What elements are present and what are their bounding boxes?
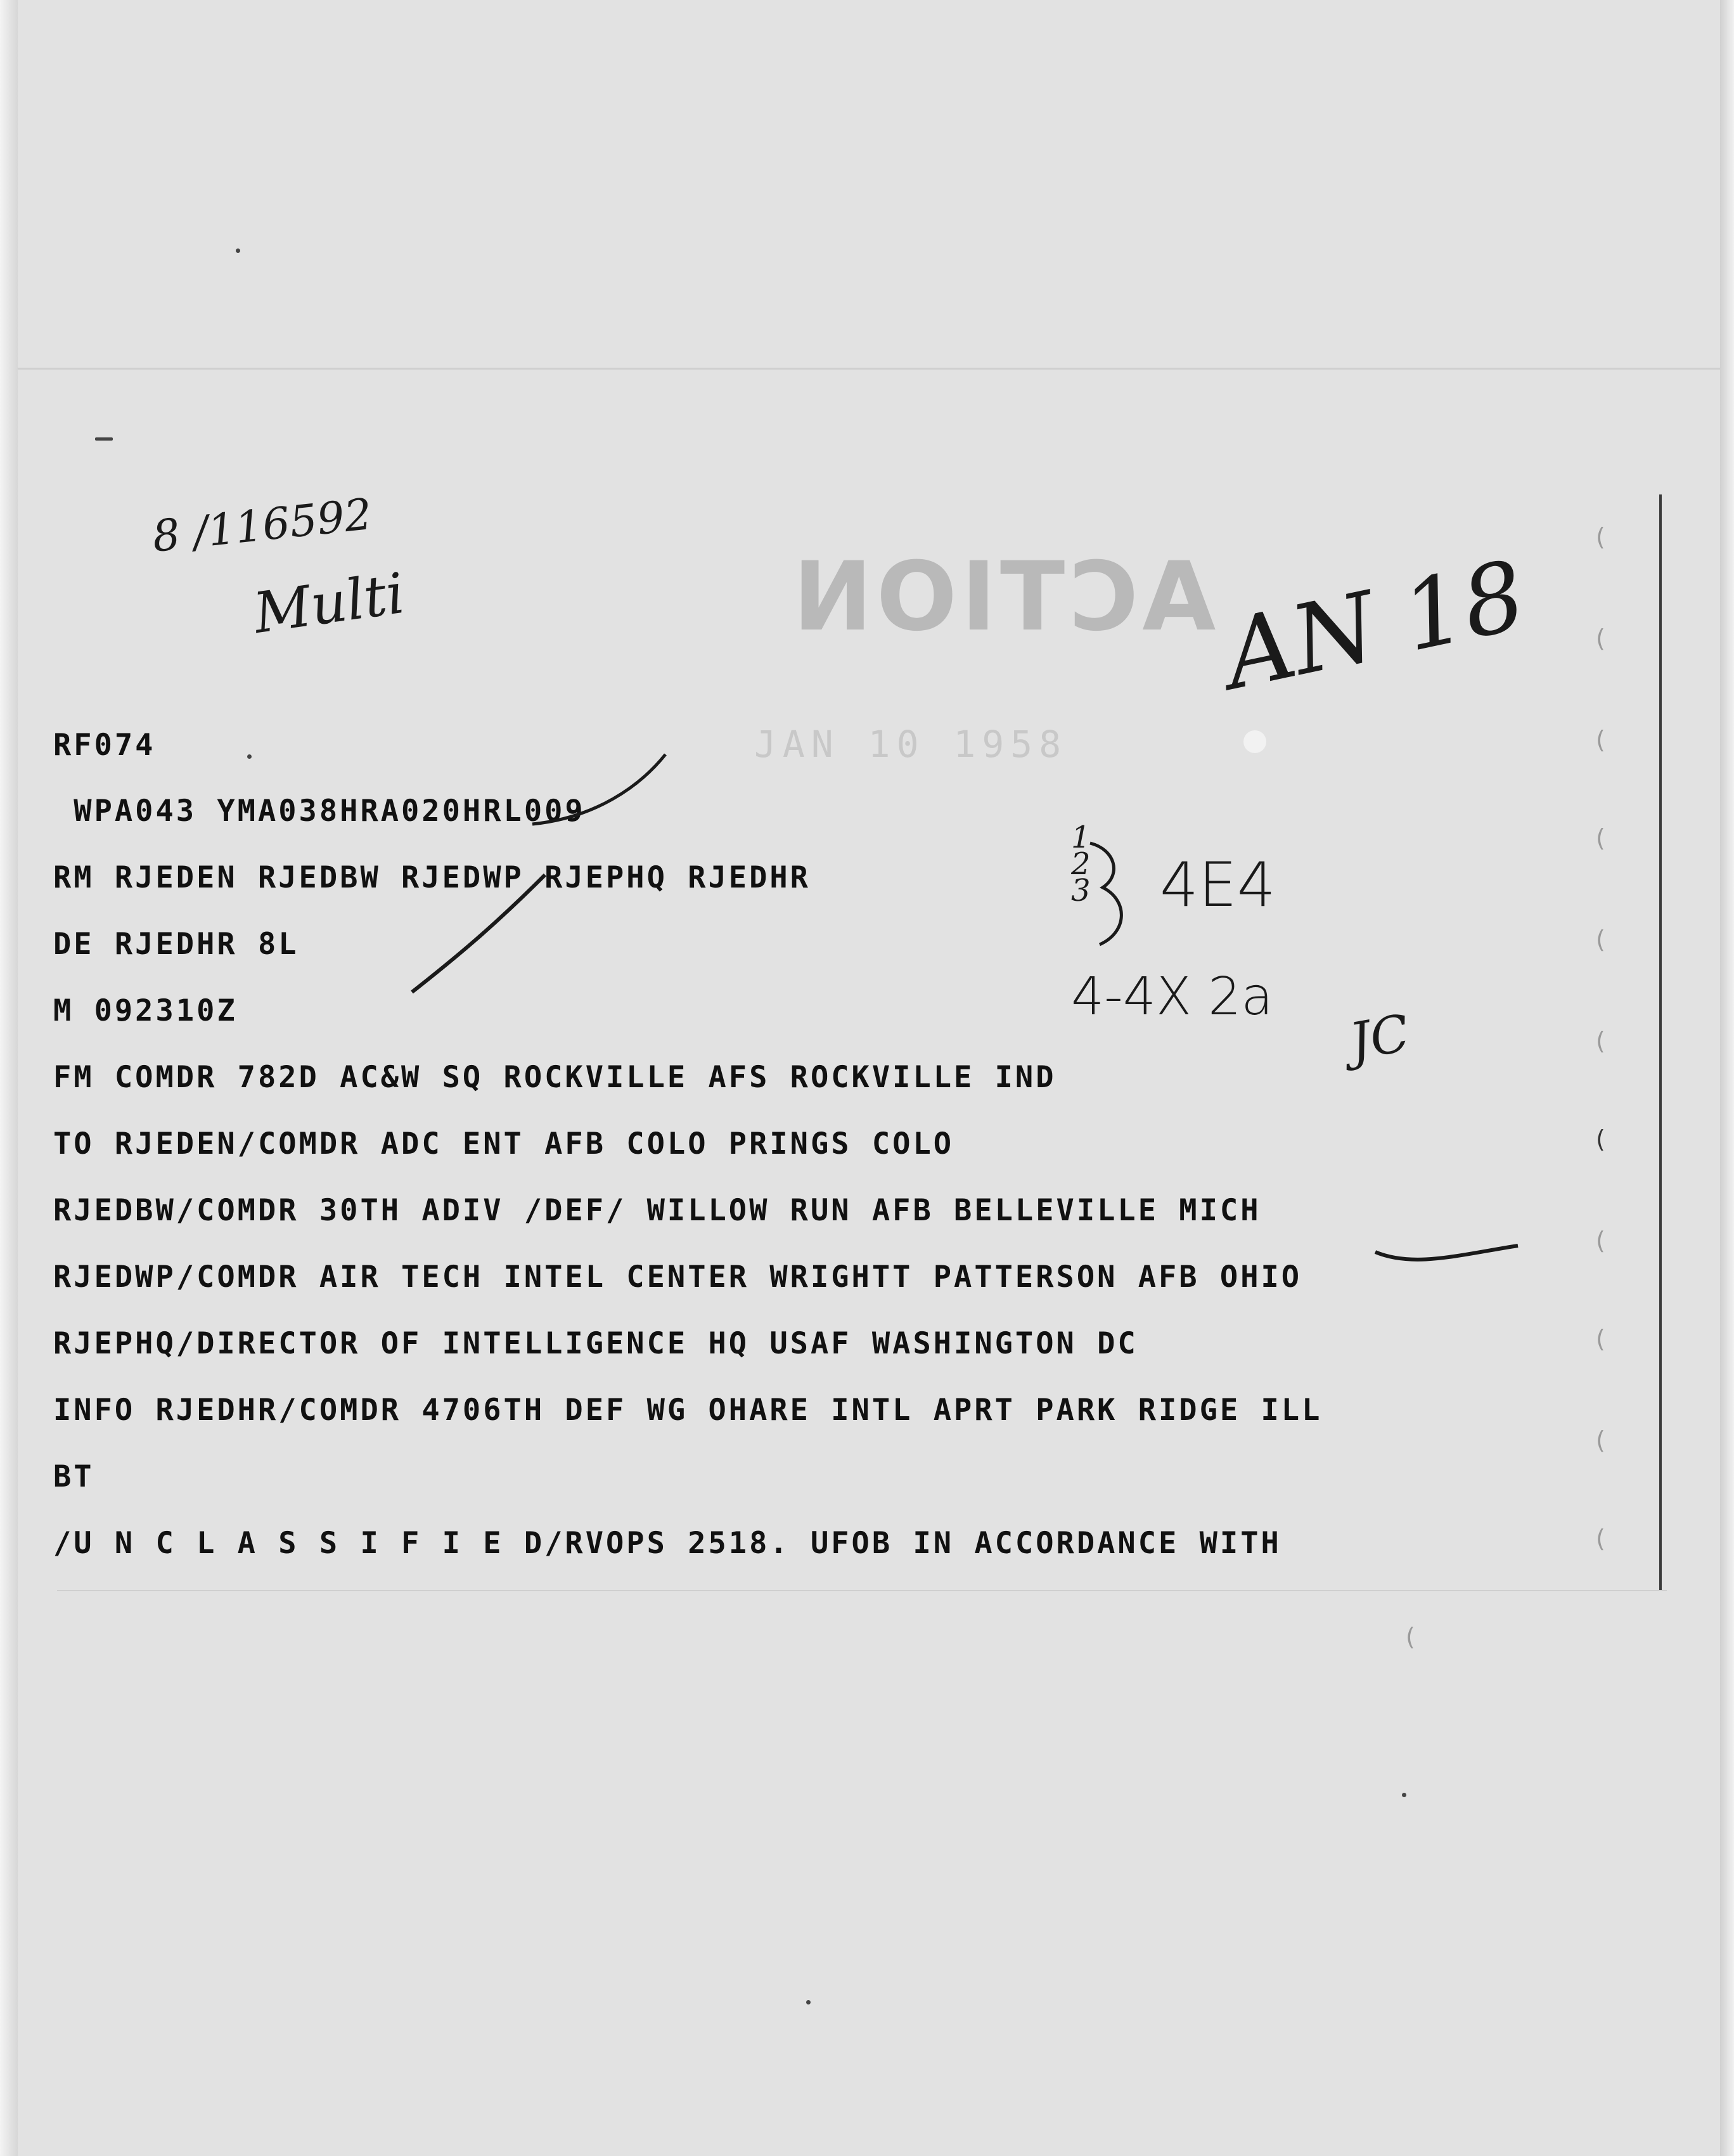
message-line-date-time-group: M 092310Z bbox=[53, 993, 238, 1028]
margin-mark: ( bbox=[1596, 1426, 1605, 1454]
handwritten-routing-code-2: 4-4X 2a bbox=[1071, 967, 1273, 1027]
margin-mark: ( bbox=[1596, 1325, 1605, 1353]
margin-mark: ( bbox=[1596, 926, 1605, 953]
paper-speck bbox=[806, 2000, 811, 2004]
message-line-from: FM COMDR 782D AC&W SQ ROCKVILLE AFS ROCKVILLE IND bbox=[53, 1060, 1056, 1095]
handwritten-routing-code: 4E4 bbox=[1160, 849, 1276, 920]
message-line-to: TO RJEDEN/COMDR ADC ENT AFB COLO PRINGS COLO bbox=[53, 1126, 954, 1161]
margin-mark: ( bbox=[1596, 1227, 1605, 1255]
message-line-origin-station: DE RJEDHR 8L bbox=[53, 927, 299, 962]
margin-mark: ( bbox=[1596, 1525, 1605, 1552]
action-stamp: ACTION bbox=[789, 542, 1216, 652]
handwritten-check-stroke bbox=[532, 754, 665, 824]
handwritten-initials: JC bbox=[1345, 1003, 1414, 1072]
message-line-routing-codes: WPA043 YMA038HRA020HRL009 bbox=[53, 794, 586, 829]
message-line-addressee-atic: RJEDWP/COMDR AIR TECH INTEL CENTER WRIGHTT PATTERSON AFB OHIO bbox=[53, 1260, 1302, 1294]
message-line-break: BT bbox=[53, 1459, 94, 1494]
paper-speck bbox=[236, 249, 240, 253]
margin-mark: ( bbox=[1596, 1027, 1605, 1055]
paper-speck bbox=[1402, 1793, 1406, 1797]
handwritten-brace-stroke bbox=[1090, 843, 1121, 945]
margin-mark: ( bbox=[1596, 726, 1605, 754]
handwritten-multi: Multi bbox=[249, 560, 409, 647]
margin-mark: ( bbox=[1596, 523, 1605, 551]
message-line-relay: RM RJEDEN RJEDBW RJEDWP RJEPHQ RJEDHR bbox=[53, 860, 811, 895]
margin-mark: ( bbox=[1406, 1623, 1415, 1651]
handwritten-routing-fraction: 1 2 3 bbox=[1071, 820, 1091, 908]
handwritten-routing-top: AN 18 bbox=[1215, 540, 1534, 711]
message-line-info: INFO RJEDHR/COMDR 4706TH DEF WG OHARE INTL APRT PARK RIDGE ILL bbox=[53, 1393, 1323, 1428]
margin-mark: ( bbox=[1596, 624, 1605, 652]
date-stamp-faint: JAN 10 1958 bbox=[754, 723, 1068, 766]
margin-mark: ( bbox=[1596, 824, 1605, 852]
margin-mark: ( bbox=[1596, 1125, 1605, 1153]
ink-blot bbox=[1243, 730, 1266, 753]
handwritten-tick-stroke bbox=[1375, 1246, 1518, 1260]
message-line-header-id: RF074 bbox=[53, 728, 156, 763]
paper-speck bbox=[95, 437, 113, 441]
message-line-addressee-hq-usaf: RJEPHQ/DIRECTOR OF INTELLIGENCE HQ USAF WASHINGTON DC bbox=[53, 1326, 1138, 1361]
handwritten-file-number: 8 /116592 bbox=[150, 489, 375, 562]
message-line-classification: /U N C L A S S I F I E D/RVOPS 2518. UFOB IN ACCORDANCE WITH bbox=[53, 1526, 1281, 1561]
message-line-addressee-30th-adiv: RJEDBW/COMDR 30TH ADIV /DEF/ WILLOW RUN AFB BELLEVILLE MICH bbox=[53, 1193, 1261, 1228]
handwritten-slash-stroke bbox=[412, 875, 545, 992]
paper-speck bbox=[247, 754, 252, 759]
